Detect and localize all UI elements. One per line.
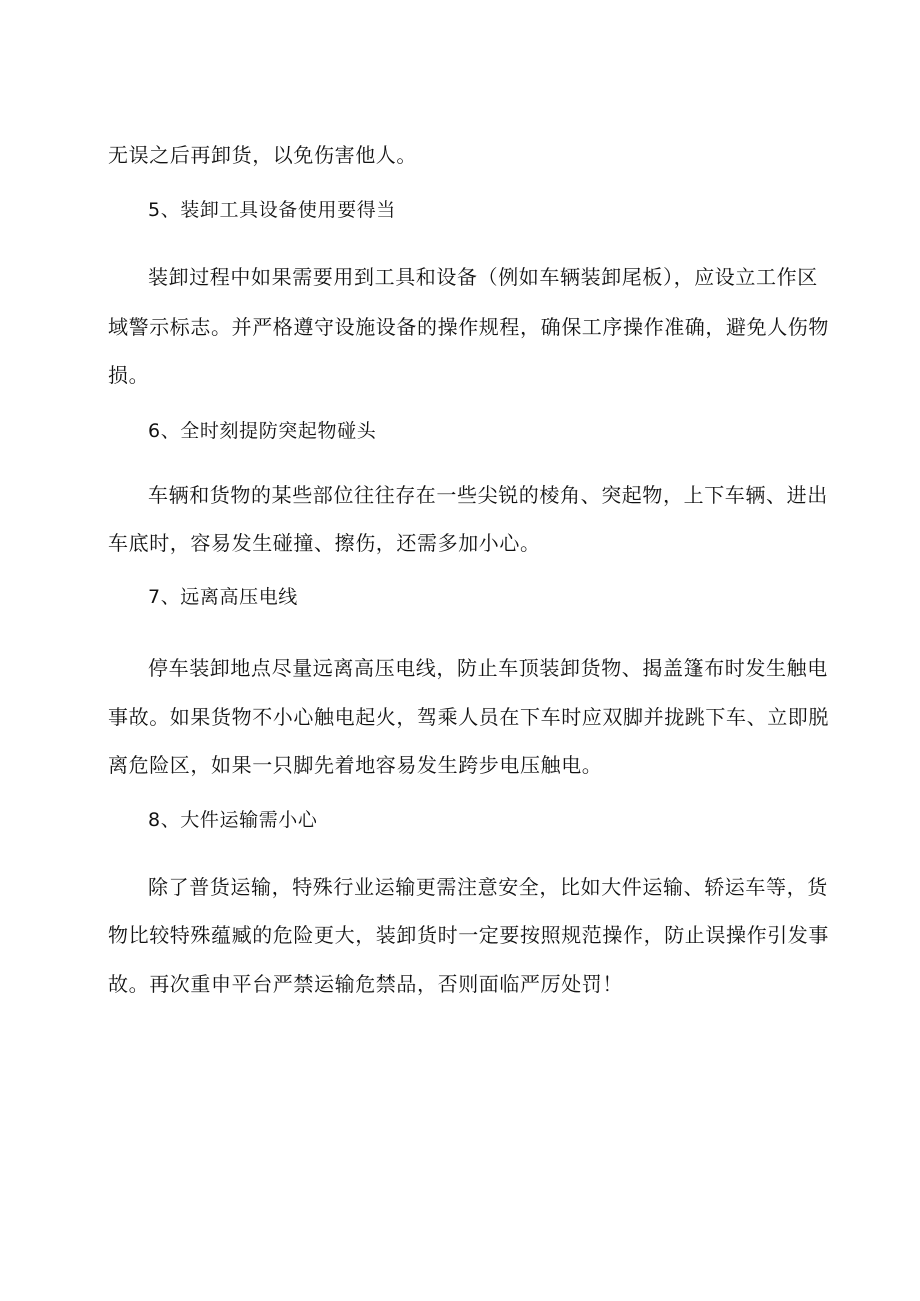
section-6-line-1: 车辆和货物的某些部位往往存在一些尖锐的棱角、突起物，上下车辆、进出	[148, 483, 828, 507]
section-5-line-1: 装卸过程中如果需要用到工具和设备（例如车辆装卸尾板），应设立工作区	[148, 265, 818, 289]
section-8-line-3: 故。再次重申平台严禁运输危禁品，否则面临严厉处罚！	[108, 972, 623, 996]
paragraph-continuation-line-1: 无误之后再卸货，以免伤害他人。	[108, 143, 417, 167]
section-heading-6: 6、全时刻提防突起物碰头	[148, 420, 377, 442]
section-8-line-1: 除了普货运输，特殊行业运输更需注意安全，比如大件运输、轿运车等，货	[148, 875, 828, 899]
section-heading-7: 7、远离高压电线	[148, 586, 298, 608]
section-heading-5: 5、装卸工具设备使用要得当	[148, 199, 396, 221]
section-7-line-2: 事故。如果货物不小心触电起火，驾乘人员在下车时应双脚并拢跳下车、立即脱	[108, 705, 829, 729]
section-heading-8: 8、大件运输需小心	[148, 809, 318, 831]
section-5-line-3: 损。	[108, 363, 150, 387]
section-8-line-2: 物比较特殊蕴臧的危险更大，装卸货时一定要按照规范操作，防止误操作引发事	[108, 923, 829, 947]
section-7-line-1: 停车装卸地点尽量远离高压电线，防止车顶装卸货物、揭盖篷布时发生触电	[148, 656, 828, 680]
section-6-line-2: 车底时，容易发生碰撞、擦伤，还需多加小心。	[108, 531, 541, 555]
section-5-line-2: 域警示标志。并严格遵守设施设备的操作规程，确保工序操作准确，避免人伤物	[108, 315, 829, 339]
section-7-line-3: 离危险区，如果一只脚先着地容易发生跨步电压触电。	[108, 753, 603, 777]
